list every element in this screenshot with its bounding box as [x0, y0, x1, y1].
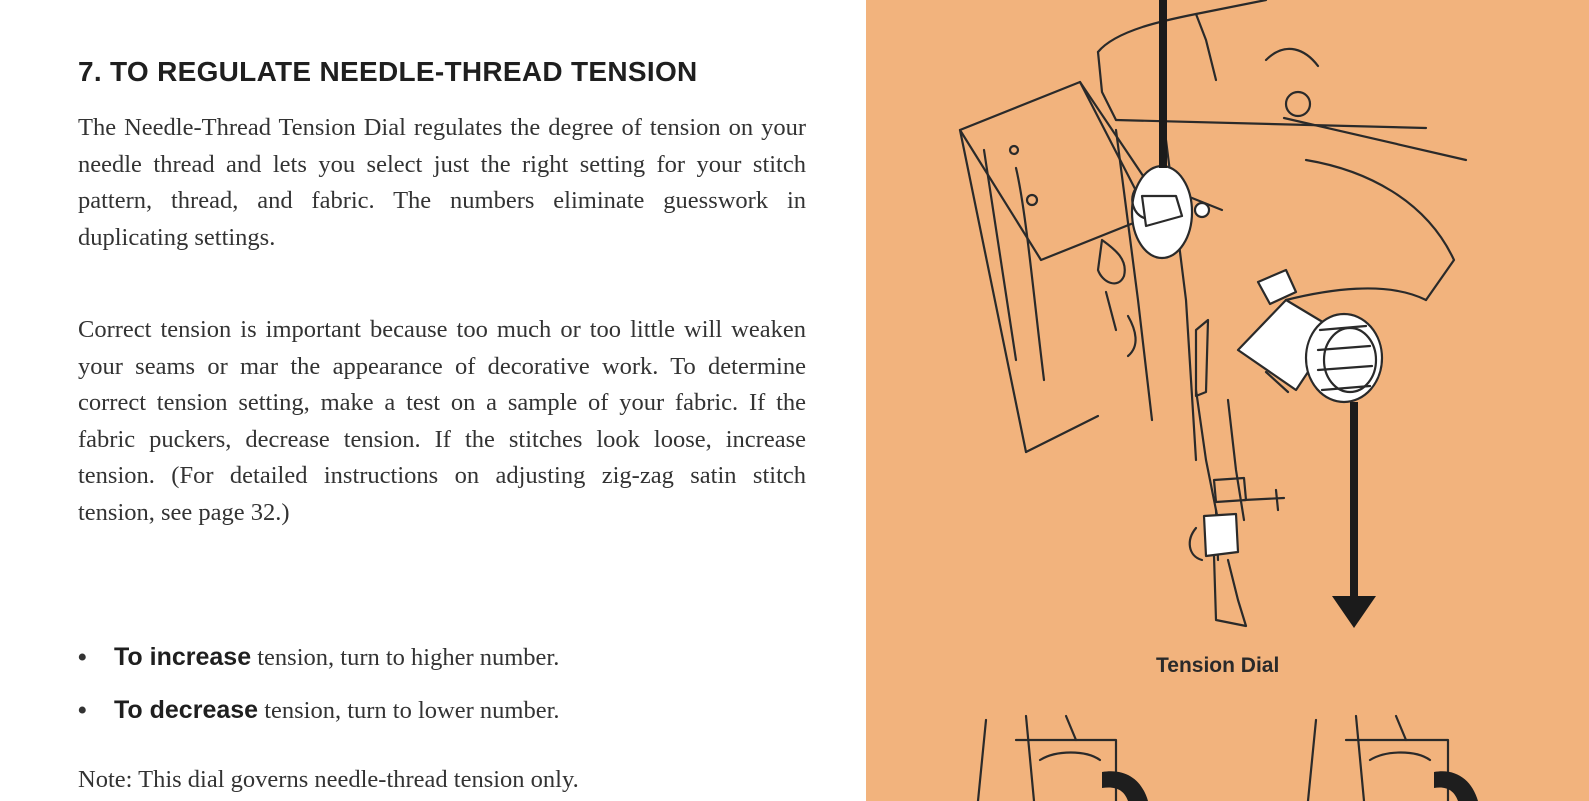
- section-heading: 7. TO REGULATE NEEDLE-THREAD TENSION: [78, 56, 698, 87]
- note-text: Note: This dial governs needle-thread tension only.: [78, 766, 579, 793]
- bullet-bold: To increase: [114, 643, 252, 671]
- bullet-decrease: [78, 696, 560, 725]
- tension-paragraph: Correct tension is important because too much or too little will weaken your seams or mar the appearance of decorative work. To determine correct tension setting, make a test on a sample of your fabric. If the fabric puckers, decrease tension. If the stitches look loose, increase tension. (For detailed instructions on adjusting zig-zag satin stitch tension, see page 32.): [78, 316, 806, 526]
- bullet-marker: •: [78, 644, 87, 671]
- sewing-machine-illustration: [866, 0, 1589, 801]
- bullet-text: tension, turn to higher number.: [251, 644, 560, 671]
- bullet-marker: •: [78, 697, 87, 724]
- bullet-text: tension, turn to lower number.: [258, 697, 560, 724]
- illustration-panel: [866, 0, 1589, 801]
- bullet-bold: To decrease: [114, 696, 259, 724]
- bullet-increase: [78, 643, 559, 672]
- illustration-caption: Tension Dial: [1156, 654, 1280, 677]
- intro-paragraph: The Needle-Thread Tension Dial regulates the degree of tension on your needle thread and lets you select just the right setting for your stitch pattern, thread, and fabric. The numbers eliminate guesswork in duplicating settings.: [78, 114, 806, 251]
